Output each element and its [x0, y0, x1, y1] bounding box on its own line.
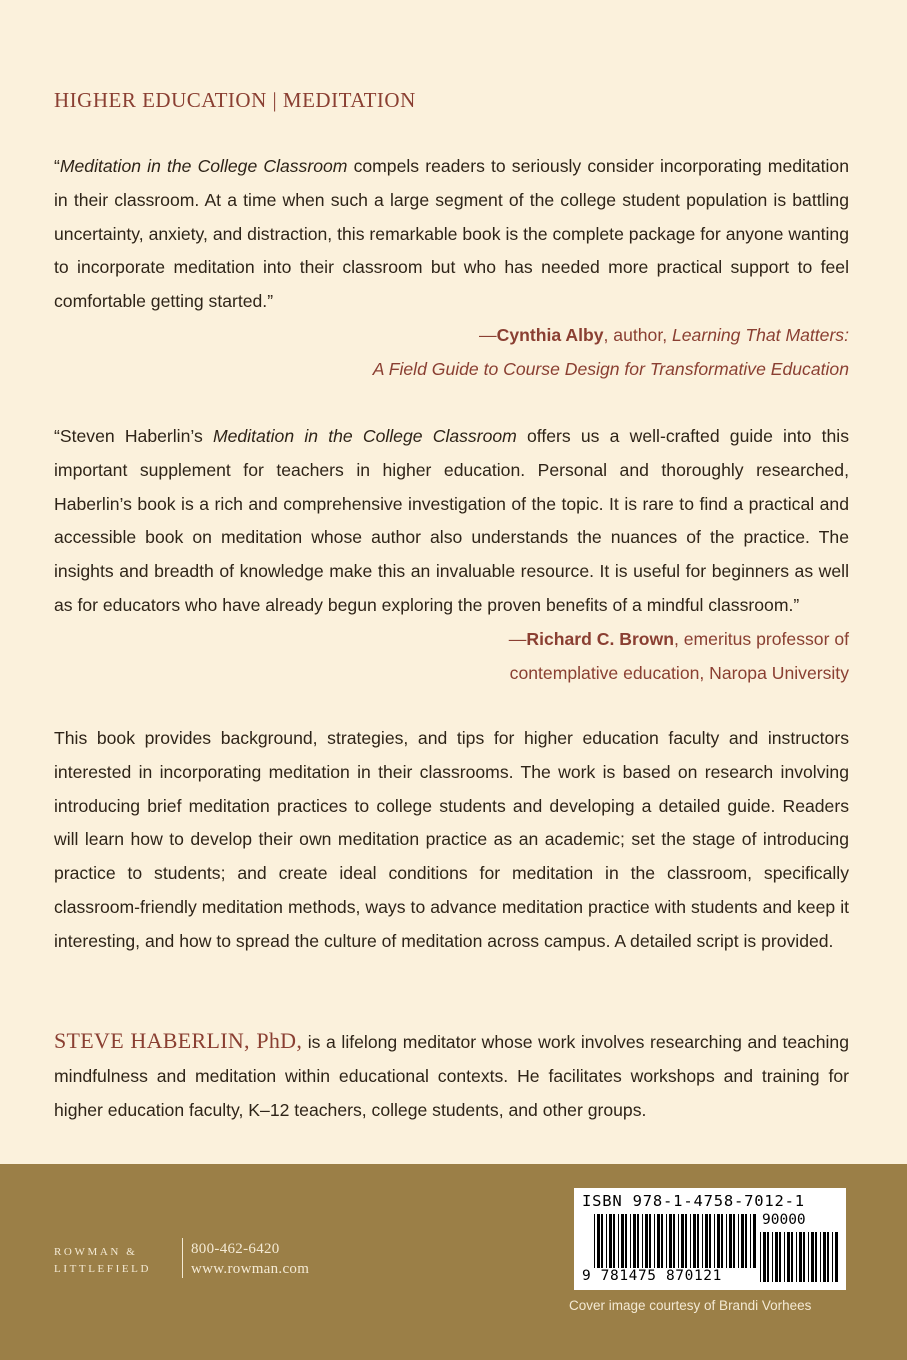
barcode-bar [702, 1214, 703, 1268]
barcode-bar [808, 1232, 809, 1282]
barcode-bar [729, 1214, 732, 1268]
barcode-bar [767, 1232, 769, 1282]
quote1-name: Cynthia Alby [496, 324, 604, 345]
barcode-bar [726, 1214, 727, 1268]
category-label: HIGHER EDUCATION | MEDITATION [54, 88, 416, 112]
quote1-work-line1: Learning That Matters: [671, 324, 849, 345]
quote2-role: , emeritus professor of [673, 628, 849, 649]
barcode-bar [690, 1214, 691, 1268]
author-name: STEVE HABERLIN, PhD, [54, 1028, 303, 1053]
barcode-bar [685, 1214, 687, 1268]
quote1-role: , author, [603, 324, 672, 345]
barcode-bar [661, 1214, 663, 1268]
barcode-bar [784, 1232, 785, 1282]
barcode-bar [714, 1214, 715, 1268]
barcode-bar [645, 1214, 648, 1268]
barcode-bar [745, 1214, 747, 1268]
barcode-bar [625, 1214, 627, 1268]
quote2-attribution [54, 623, 849, 691]
isbn-text: ISBN 978-1-4758-7012-1 [582, 1192, 805, 1210]
barcode-bar [693, 1214, 696, 1268]
cover-credit: Cover image courtesy of Brandi Vorhees [569, 1298, 812, 1313]
barcode-bar [721, 1214, 723, 1268]
publisher-logo [54, 1244, 179, 1278]
author-bio-text: is a lifelong meditator whose work involves researching and teaching mindfulness and meditation within educational contexts. He facilitates workshops and training for higher education faculty, K–12 teachers, college students, and other groups. [54, 1032, 849, 1120]
barcode-bar [820, 1232, 821, 1282]
barcode-bar [697, 1214, 699, 1268]
footer-band [0, 1164, 907, 1360]
barcode-bar [630, 1214, 631, 1268]
barcode-bar [637, 1214, 639, 1268]
barcode-bar [750, 1214, 751, 1268]
barcode-bar [796, 1232, 797, 1282]
barcode-bar [815, 1232, 817, 1282]
publisher-logo-line2: LITTLEFIELD [54, 1263, 152, 1275]
barcode-bar [654, 1214, 655, 1268]
barcode-bar [811, 1232, 814, 1282]
barcode-bar [741, 1214, 744, 1268]
barcode-bar [669, 1214, 672, 1268]
publisher-divider [182, 1238, 183, 1278]
quote1-dash: — [479, 324, 497, 345]
barcode-box [574, 1188, 846, 1290]
barcode-bar [642, 1214, 643, 1268]
barcode-bar [666, 1214, 667, 1268]
barcode-bar [823, 1232, 826, 1282]
endorsement-quote-1 [54, 150, 849, 387]
barcode-bar [657, 1214, 660, 1268]
barcode-bar [779, 1232, 781, 1282]
barcode-bar [709, 1214, 711, 1268]
publisher-logo-line1: ROWMAN & [54, 1246, 138, 1258]
barcode-bar [832, 1232, 833, 1282]
barcode-bar [597, 1214, 600, 1268]
barcode-bar [772, 1232, 773, 1282]
barcode-bar [601, 1214, 603, 1268]
barcode-bar [681, 1214, 684, 1268]
endorsement-quote-2 [54, 420, 849, 690]
barcode-bar [733, 1214, 735, 1268]
barcode-bar [775, 1232, 778, 1282]
barcode-bar [649, 1214, 651, 1268]
barcode-digits: 9 781475 870121 [582, 1268, 722, 1284]
barcode-bar [705, 1214, 708, 1268]
quote2-dash: — [508, 628, 527, 649]
quote2-book-title: Meditation in the College Classroom [212, 426, 517, 446]
quote1-text: compels readers to seriously consider incorporating meditation in their classroom. At a time when such a large segment of the college student population is battling uncertainty, anxiety, and distraction, this remarkable book is the complete package for anyone wanting to incorporate meditation into their classroom but who has needed more practical support to feel comfortable getting started.” [54, 156, 849, 312]
quote1-open: “ [54, 156, 60, 176]
barcode-bar [763, 1232, 766, 1282]
barcode-bar [633, 1214, 636, 1268]
barcode-bar [791, 1232, 793, 1282]
barcode-bar [678, 1214, 679, 1268]
quote2-text: offers us a well-crafted guide into this important supplement for teachers in higher education. Personal and thoroughly researched, Haberlin’s book is a rich and comprehensive investigation of the topic. It is rare to find a practical and accessible book on meditation whose author also understands the nuances of the practice. The insights and breadth of knowledge make this an invaluable resource. It is useful for beginners as well as for educators who have already begun exploring the proven benefits of a mindful classroom.” [54, 426, 849, 615]
barcode-bar [613, 1214, 615, 1268]
barcode-bar [753, 1214, 756, 1268]
publisher-contact [191, 1239, 371, 1279]
barcode-bar [618, 1214, 619, 1268]
publisher-website: www.rowman.com [191, 1261, 310, 1277]
quote2-role-line2: contemplative education, Naropa University [509, 662, 849, 683]
barcode-bar [717, 1214, 720, 1268]
barcode-bar [738, 1214, 739, 1268]
barcode-bar [594, 1214, 595, 1268]
author-bio [54, 1024, 849, 1127]
barcode-bar [606, 1214, 607, 1268]
barcode-bar [673, 1214, 675, 1268]
barcode-bar [621, 1214, 624, 1268]
barcode-bar [835, 1232, 838, 1282]
book-description: This book provides background, strategies, and tips for higher education faculty and instructors interested in incorporating meditation in their classrooms. The work is based on research involving introducing brief meditation practices to college students and developing a detailed guide. Readers will learn how to develop their own meditation practice as an academic; set the stage of introducing practice to students; and create ideal conditions for meditation in the classroom, specifically classroom-friendly meditation methods, ways to advance meditation practice with students and keep it interesting, and how to spread the culture of meditation across campus. A detailed script is provided. [54, 728, 849, 951]
barcode-bar [803, 1232, 805, 1282]
publisher-phone: 800-462-6420 [191, 1241, 280, 1257]
quote1-work-line2: A Field Guide to Course Design for Transformative Education [372, 358, 849, 379]
quote1-attribution [54, 319, 849, 387]
barcode-bar [827, 1232, 829, 1282]
barcode-bar [799, 1232, 802, 1282]
barcode-bar [609, 1214, 612, 1268]
quote2-open: “Steven Haberlin’s [54, 426, 213, 446]
price-code: 90000 [762, 1212, 806, 1228]
quote2-name: Richard C. Brown [526, 628, 674, 649]
quote1-book-title: Meditation in the College Classroom [59, 156, 348, 176]
barcode-bar [787, 1232, 790, 1282]
